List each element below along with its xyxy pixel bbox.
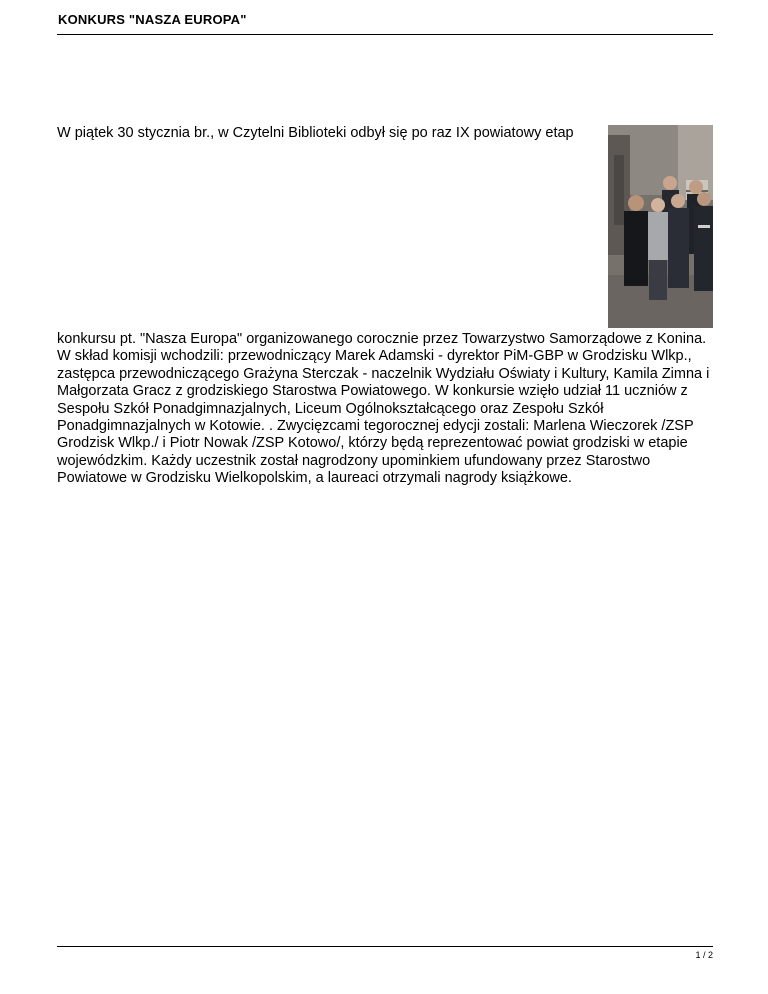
article-body: konkursu pt. "Nasza Europa" organizowanego corocznie przez Towarzystwo Samorządowe z Konina. W skład komisji wchodzili: przewodniczący Marek Adamski - dyrektor PiM-GBP w Grodzisku Wlkp., zastępca przewodniczącego Grażyna Sterczak - naczelnik Wydziału Oświaty i Kultury, Kamila Zimna i Małgorzata Gracz z grodziskiego Starostwa Powiatowego. W konkursie wzięło udział 11 uczniów z Sespołu Szkół Ponadgimnazjalnych, Liceum Ogólnokształcącego oraz Zespołu Szkół Ponadgimnazjalnych w Kotowie. . Zwycięzcami tegorocznej edycji zostali: Marlena Wieczorek /ZSP Grodzisk Wlkp./ i Piotr Nowak /ZSP Kotowo/, którzy będą reprezentować powiat grodziski w etapie wojewódzkim. Każdy uczestnik został nagrodzony upominkiem ufundowany przez Starostwo Powiatowe w Grodzisku Wielkopolskim, a laureaci otrzymali nagrody książkowe. bbox=[57, 331, 710, 487]
footer-divider bbox=[57, 946, 713, 947]
page-title: KONKURS "NASZA EUROPA" bbox=[58, 12, 247, 27]
page-number: 1 / 2 bbox=[695, 950, 713, 960]
article-intro: W piątek 30 stycznia br., w Czytelni Biblioteki odbył się po raz IX powiatowy etap bbox=[57, 125, 574, 141]
article-photo bbox=[608, 125, 713, 328]
header-divider bbox=[57, 34, 713, 35]
